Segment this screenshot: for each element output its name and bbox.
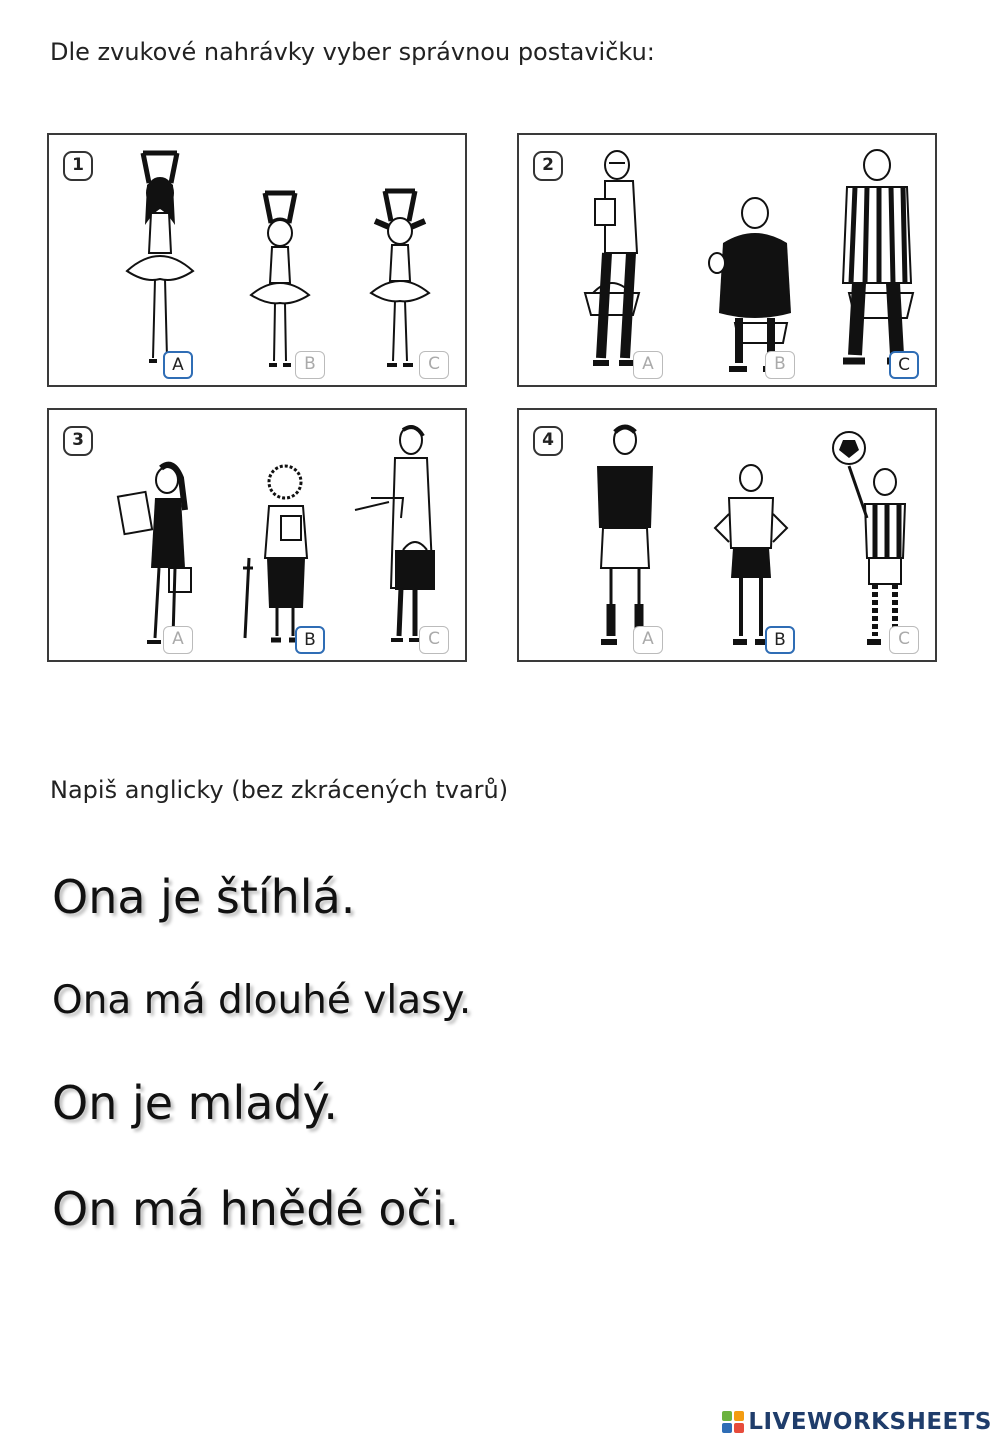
logo-square-blue	[722, 1423, 732, 1433]
boy-glasses-basket-figure	[575, 143, 685, 381]
footballer-short-figure	[695, 418, 805, 656]
panel-number: 4	[533, 426, 563, 456]
footballer-tall-figure	[575, 418, 685, 656]
ballerina-short-figure	[225, 143, 335, 381]
logo-square-green	[722, 1411, 732, 1421]
footballer-ball-figure	[815, 418, 925, 656]
sentence-4: On má hnědé oči.	[52, 1182, 460, 1236]
panel-number: 1	[63, 151, 93, 181]
ballerina-pigtails-figure	[345, 143, 455, 381]
logo-square-red	[734, 1423, 744, 1433]
panel-2-option-c[interactable]: C	[889, 351, 919, 379]
woman-coat-bag-figure	[345, 418, 455, 656]
panel-3-option-a[interactable]: A	[163, 626, 193, 654]
logo-mark-icon	[722, 1411, 744, 1433]
panel-number: 2	[533, 151, 563, 181]
ballerina-tall-figure	[105, 143, 215, 381]
panel-2-option-b[interactable]: B	[765, 351, 795, 379]
panel-1-option-a[interactable]: A	[163, 351, 193, 379]
panel-4-option-a[interactable]: A	[633, 626, 663, 654]
logo-square-orange	[734, 1411, 744, 1421]
tall-man-striped-basket-figure	[815, 143, 925, 381]
translation-instruction: Napiš anglicky (bez zkrácených tvarů)	[50, 776, 509, 804]
panel-1-option-b[interactable]: B	[295, 351, 325, 379]
exercise-panel-1	[47, 133, 467, 387]
panel-1-option-c[interactable]: C	[419, 351, 449, 379]
panel-3-option-b[interactable]: B	[295, 626, 325, 654]
fat-man-basket-figure	[695, 143, 805, 381]
woman-newspaper-figure	[105, 418, 215, 656]
panel-number: 3	[63, 426, 93, 456]
panel-2-option-a[interactable]: A	[633, 351, 663, 379]
brand-name: LIVEWORKSHEETS	[748, 1409, 992, 1435]
sentence-2: Ona má dlouhé vlasy.	[52, 978, 472, 1023]
liveworksheets-logo	[722, 1409, 992, 1435]
sentence-3: On je mladý.	[52, 1076, 338, 1130]
exercise-panel-3	[47, 408, 467, 662]
exercise-panel-2	[517, 133, 937, 387]
listening-instruction: Dle zvukové nahrávky vyber správnou postavičku:	[50, 38, 655, 66]
old-woman-umbrella-figure	[225, 418, 335, 656]
exercise-panel-4	[517, 408, 937, 662]
sentence-1: Ona je štíhlá.	[52, 870, 356, 924]
panel-3-option-c[interactable]: C	[419, 626, 449, 654]
panel-4-option-b[interactable]: B	[765, 626, 795, 654]
panel-4-option-c[interactable]: C	[889, 626, 919, 654]
